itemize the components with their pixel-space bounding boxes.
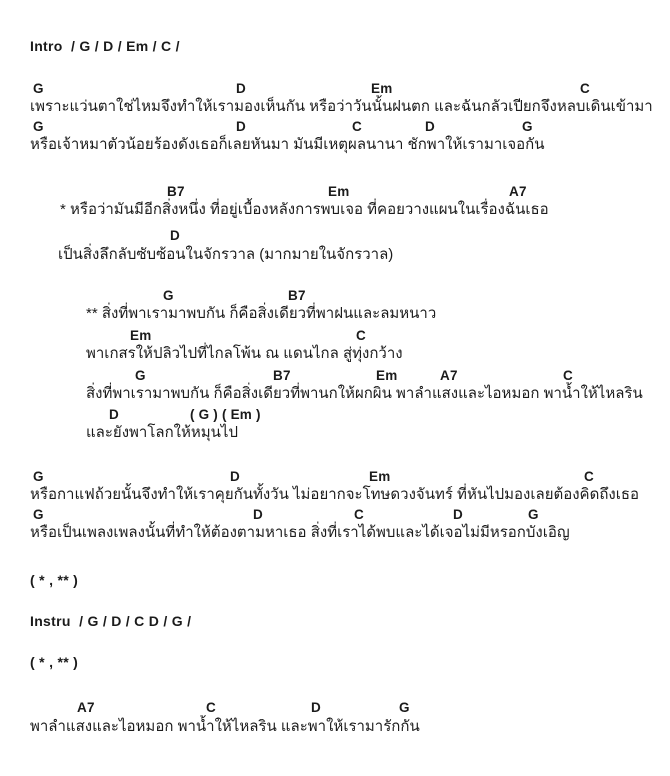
chord-label: C (354, 507, 364, 522)
chord-row (0, 368, 670, 384)
chord-label: Em (328, 184, 350, 199)
chord-label: Em (130, 328, 152, 343)
chord-label: D (453, 507, 463, 522)
chord-label: C (584, 469, 594, 484)
chord-label: D (230, 469, 240, 484)
chord-label: B7 (167, 184, 185, 199)
chord-label: ( G ) ( Em ) (190, 407, 261, 422)
chord-label: D (236, 81, 246, 96)
chord-row (0, 507, 670, 523)
lyric-line: หรือเป็นเพลงเพลงนั้นที่ทำให้ต้องตามหาเธอ สิ่งที่เราได้พบและได้เจอไม่มีหรอกบังเอิญ (30, 524, 570, 541)
chord-label: D (109, 407, 119, 422)
chord-label: C (356, 328, 366, 343)
chord-row (0, 184, 670, 200)
chord-row (0, 119, 670, 135)
chord-label: C (206, 700, 216, 715)
chord-label: C (352, 119, 362, 134)
chord-label: G (522, 119, 533, 134)
chord-row (0, 328, 670, 344)
section-label: Instru / G / D / C D / G / (30, 613, 192, 629)
chord-label: A7 (77, 700, 95, 715)
chord-label: C (580, 81, 590, 96)
lyric-line: ** สิ่งที่พาเรามาพบกัน ก็คือสิ่งเดียวที่พาฝนและลมหนาว (86, 305, 437, 322)
chord-label: G (33, 469, 44, 484)
lyric-line: สิ่งที่พาเรามาพบกัน ก็คือสิ่งเดียวที่พานกให้ผกผิน พาลำแสงและไอหมอก พาน้ำให้ไหลริน (86, 385, 643, 402)
lyric-line: * หรือว่ามันมีอีกสิ่งหนึ่ง ที่อยู่เบื้องหลังการพบเจอ ที่คอยวางแผนในเรื่องฉันเธอ (60, 201, 549, 218)
chord-label: Em (376, 368, 398, 383)
chord-label: G (399, 700, 410, 715)
chord-label: G (135, 368, 146, 383)
chord-row (0, 288, 670, 304)
chord-row (0, 81, 670, 97)
chord-label: B7 (288, 288, 306, 303)
chord-label: D (425, 119, 435, 134)
chord-label: A7 (509, 184, 527, 199)
chord-label: D (170, 228, 180, 243)
chord-label: C (563, 368, 573, 383)
lyric-line: เป็นสิ่งลึกลับซับซ้อนในจักรวาล (มากมายในจักรวาล) (58, 246, 394, 263)
chord-label: G (33, 119, 44, 134)
chord-label: B7 (273, 368, 291, 383)
chord-row (0, 700, 670, 716)
chord-row (0, 228, 670, 244)
lyric-line: เพราะแว่นตาใช่ไหมจึงทำให้เรามองเห็นกัน หรือว่าวันนั้นฝนตก และฉันกลัวเปียกจึงหลบเดินเข้ามา (30, 98, 653, 115)
chord-row (0, 407, 670, 423)
chord-label: G (33, 81, 44, 96)
chord-label: G (33, 507, 44, 522)
chord-row (0, 469, 670, 485)
lyric-line: พาเกสรให้ปลิวไปที่ไกลโพ้น ณ แดนไกล สู่ทุ่งกว้าง (86, 345, 403, 362)
chord-label: Em (371, 81, 393, 96)
lyric-line: หรือเจ้าหมาตัวน้อยร้องดังเธอก็เลยหันมา มันมีเหตุผลนานา ชักพาให้เรามาเจอกัน (30, 136, 545, 153)
lyric-line: และยังพาโลกให้หมุนไป (86, 424, 238, 441)
section-label: ( * , ** ) (30, 654, 79, 670)
chord-label: G (528, 507, 539, 522)
lyric-line: พาลำแสงและไอหมอก พาน้ำให้ไหลริน และพาให้เรามารักกัน (30, 718, 420, 735)
chord-label: Em (369, 469, 391, 484)
chord-label: D (311, 700, 321, 715)
chord-label: G (163, 288, 174, 303)
chord-label: D (253, 507, 263, 522)
chord-label: A7 (440, 368, 458, 383)
section-label: ( * , ** ) (30, 572, 79, 588)
chord-label: D (236, 119, 246, 134)
section-label: Intro / G / D / Em / C / (30, 38, 180, 54)
lyric-line: หรือกาแฟถ้วยนั้นจึงทำให้เราคุยกันทั้งวัน ไม่อยากจะโทษดวงจันทร์ ที่หันไปมองเลยต้องคิดถึงเธอ (30, 486, 640, 503)
